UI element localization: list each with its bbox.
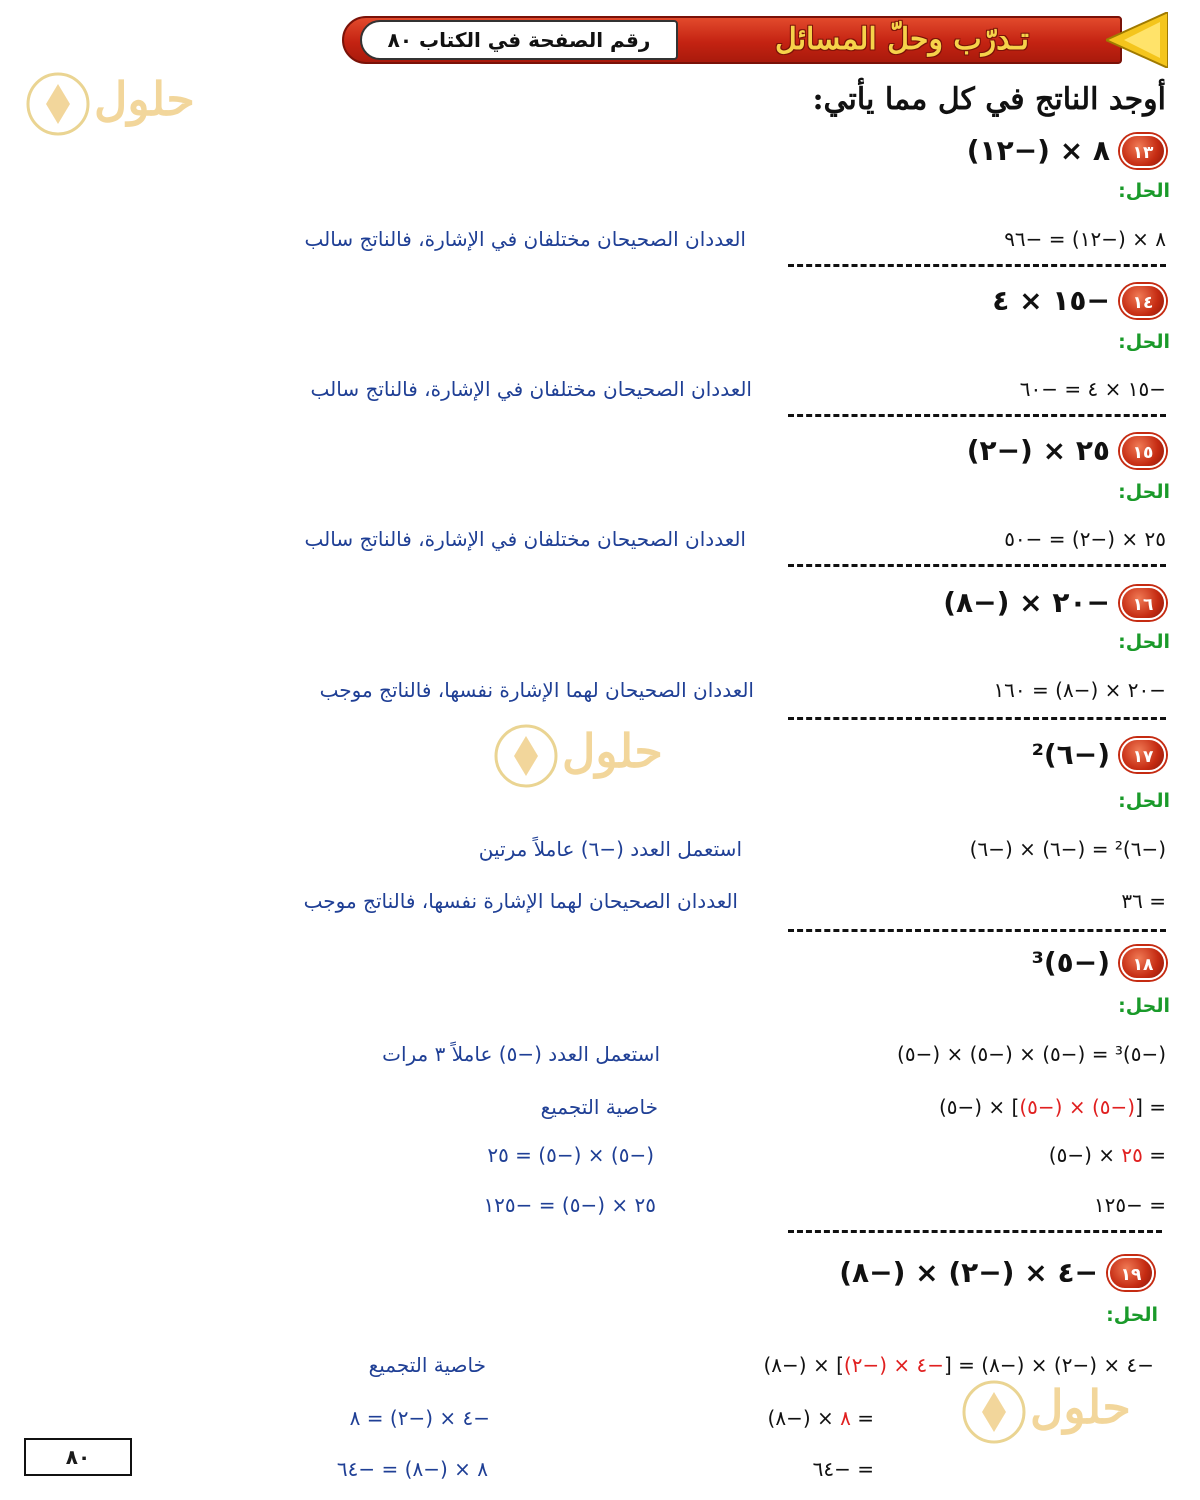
divider-line: [788, 414, 1166, 417]
problem-number-badge: ١٥: [1120, 434, 1166, 468]
solution-step: ٢٥ × (−٢) = −٥٠: [1004, 527, 1166, 551]
divider-line: [788, 717, 1166, 720]
problem-number-badge: ١٧: [1120, 738, 1166, 772]
book-page-reference: رقم الصفحة في الكتاب ٨٠: [360, 20, 678, 60]
solution-label: الحل:: [1118, 995, 1170, 1017]
solution-note: استعمل العدد (−٥) عاملاً ٣ مرات: [382, 1042, 660, 1066]
solution-note: العددان الصحيحان مختلفان في الإشارة، فالناتج سالب: [304, 227, 746, 251]
solution-step: ٨ × (−١٢) = −٩٦: [1004, 227, 1166, 251]
solution-label: الحل:: [1118, 331, 1170, 353]
divider-line: [788, 564, 1166, 567]
divider-line: [788, 264, 1166, 267]
highlighted-factor: (−٥) × (−٥): [1019, 1095, 1136, 1119]
problem-expression: −١٥ × ٤: [992, 284, 1110, 317]
solution-step: (−٥)³ = (−٥) × (−٥) × (−٥): [897, 1042, 1166, 1066]
problem-expression: −٤ × (−٢) × (−٨): [839, 1256, 1098, 1289]
solution-note: −٤ × (−٢) = ٨: [349, 1406, 490, 1430]
highlighted-factor: ٢٥: [1121, 1143, 1143, 1167]
solution-step: −٤ × (−٢) × (−٨) = [−٤ × (−٢)] × (−٨): [763, 1353, 1154, 1377]
solution-step: = ٢٥ × (−٥): [1048, 1143, 1166, 1167]
solution-label: الحل:: [1118, 481, 1170, 503]
problem-number-badge: ١٤: [1120, 284, 1166, 318]
solution-note: العددان الصحيحان مختلفان في الإشارة، فالناتج سالب: [304, 527, 746, 551]
solution-step: = [(−٥) × (−٥)] × (−٥): [938, 1095, 1166, 1119]
watermark-logo: [492, 718, 692, 790]
page-number: ٨٠: [24, 1438, 132, 1476]
header-banner: [342, 12, 1168, 68]
watermark-logo: [24, 66, 224, 138]
problem-number-badge: ١٨: [1120, 946, 1166, 980]
exercise-heading: أوجد الناتج في كل مما يأتي:: [812, 82, 1166, 117]
problem-expression: (−٦)²: [1031, 738, 1110, 771]
watermark-text: حلول: [1030, 1380, 1131, 1434]
solution-note: خاصية التجميع: [368, 1353, 486, 1377]
watermark-logo: [960, 1374, 1160, 1446]
problem-number-badge: ١٣: [1120, 134, 1166, 168]
banner-title: تـدرّب وحلّ المسائل: [774, 22, 1030, 57]
solution-label: الحل:: [1118, 180, 1170, 202]
problem-expression: −٢٠ × (−٨): [943, 586, 1110, 619]
solution-step: = −١٢٥: [1093, 1193, 1166, 1217]
problem-expression: (−٥)³: [1031, 946, 1110, 979]
solution-note: خاصية التجميع: [540, 1095, 658, 1119]
solution-note: (−٥) × (−٥) = ٢٥: [487, 1143, 654, 1167]
solution-note: استعمل العدد (−٦) عاملاً مرتين: [478, 837, 742, 861]
watermark-text: حلول: [562, 724, 663, 778]
solution-label: الحل:: [1118, 790, 1170, 812]
solution-step: (−٦)² = (−٦) × (−٦): [969, 837, 1166, 861]
solution-note: العددان الصحيحان مختلفان في الإشارة، فالناتج سالب: [310, 377, 752, 401]
watermark-text: حلول: [94, 72, 195, 126]
problem-number-badge: ١٦: [1120, 586, 1166, 620]
divider-line: [788, 929, 1166, 932]
solution-note: العددان الصحيحان لهما الإشارة نفسها، فالناتج موجب: [303, 889, 738, 913]
solution-step: −١٥ × ٤ = −٦٠: [1019, 377, 1166, 401]
highlighted-factor: −٤ × (−٢): [843, 1353, 945, 1377]
highlighted-factor: ٨: [840, 1406, 851, 1430]
problem-expression: ٢٥ × (−٢): [966, 434, 1110, 467]
problem-number-badge: ١٩: [1108, 1256, 1154, 1290]
solution-note: ٢٥ × (−٥) = −١٢٥: [483, 1193, 656, 1217]
solution-label: الحل:: [1106, 1304, 1158, 1326]
solution-note: العددان الصحيحان لهما الإشارة نفسها، فالناتج موجب: [319, 678, 754, 702]
banner-arrow-icon: [1106, 12, 1168, 68]
solution-note: ٨ × (−٨) = −٦٤: [336, 1457, 488, 1481]
divider-line: [788, 1230, 1162, 1233]
problem-expression: ٨ × (−١٢): [966, 134, 1110, 167]
solution-step: −٢٠ × (−٨) = ١٦٠: [993, 678, 1166, 702]
solution-label: الحل:: [1118, 631, 1170, 653]
solution-step: = ٣٦: [1121, 889, 1166, 913]
solution-step: = ٨ × (−٨): [767, 1406, 874, 1430]
solution-step: = −٦٤: [812, 1457, 874, 1481]
